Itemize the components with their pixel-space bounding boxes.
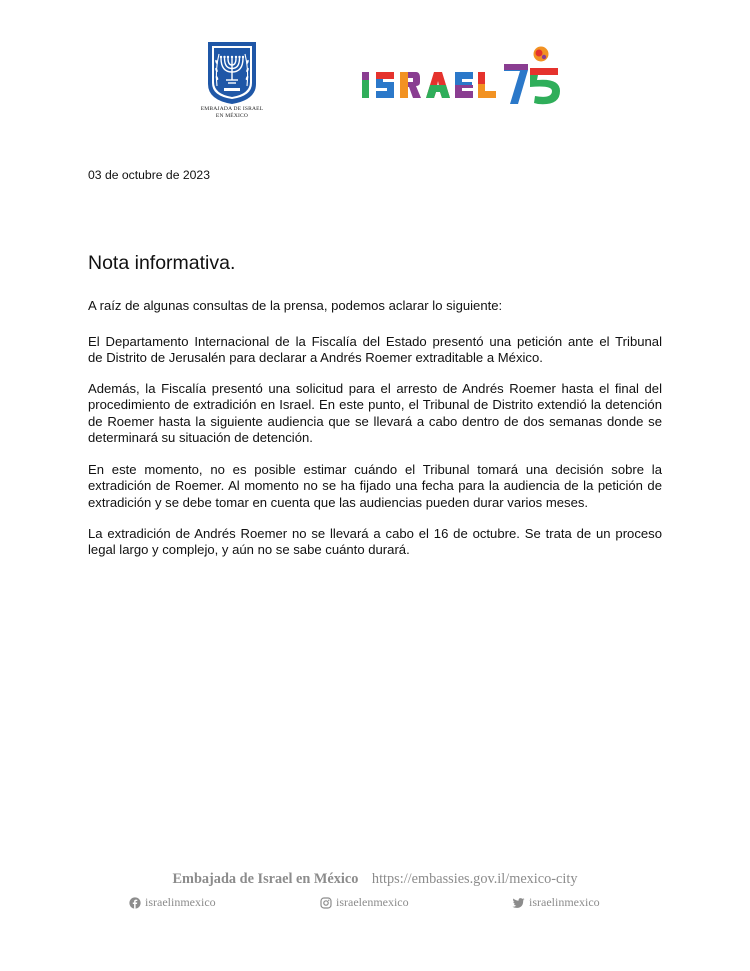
emblem-caption bbox=[193, 106, 271, 120]
footer-twitter[interactable] bbox=[512, 895, 600, 910]
paragraph-3-line-2: procedimiento de extradición en Israel. En este punto, el Tribunal de Distrito extendió la detención bbox=[88, 397, 662, 413]
footer-website-link[interactable]: https://embassies.gov.il/mexico-city bbox=[371, 871, 578, 887]
paragraph-2-line-1: El Departamento Internacional de la Fiscalía del Estado presentó una petición ante el Tribunal bbox=[88, 334, 662, 349]
paragraph-5 bbox=[88, 526, 662, 559]
paragraph-5-line-2: legal largo y complejo, y aún no se sabe cuánto durará. bbox=[88, 542, 410, 558]
paragraph-3-line-1: Además, la Fiscalía presentó una solicitud para el arresto de Andrés Roemer hasta el final del bbox=[88, 381, 662, 396]
paragraph-3-line-4: determinará su situación de detención. bbox=[88, 430, 313, 446]
paragraph-5-line-1: La extradición de Andrés Roemer no se llevará a cabo el 16 de octubre. Se trata de un proceso bbox=[88, 526, 662, 541]
israel-emblem-logo bbox=[204, 40, 260, 106]
instagram-handle: israelenmexico bbox=[336, 895, 409, 909]
israel-75-logo bbox=[358, 44, 573, 114]
paragraph-3 bbox=[88, 381, 662, 447]
paragraph-2-line-2: de Distrito de Jerusalén para declarar a Andrés Roemer extraditable a México. bbox=[88, 350, 543, 366]
paragraph-1-line-1: A raíz de algunas consultas de la prensa, podemos aclarar lo siguiente: bbox=[88, 298, 503, 313]
twitter-icon bbox=[512, 897, 525, 909]
twitter-handle: israelinmexico bbox=[529, 895, 600, 909]
facebook-icon bbox=[129, 897, 141, 909]
paragraph-1 bbox=[88, 298, 662, 314]
paragraph-3-line-3: de Roemer hasta la siguiente audiencia que se llevará a cabo dentro de dos semanas donde se bbox=[88, 413, 662, 429]
facebook-handle: israelinmexico bbox=[145, 895, 216, 909]
footer-facebook[interactable] bbox=[129, 895, 216, 910]
footer-instagram[interactable] bbox=[320, 895, 409, 910]
document-date: 03 de octubre de 2023 bbox=[88, 168, 210, 182]
paragraph-4-line-3: extradición y se debe tomar en cuenta que las audiencias pueden durar varios meses. bbox=[88, 494, 589, 510]
footer-org-name: Embajada de Israel en México bbox=[172, 871, 359, 887]
paragraph-4-line-2: extradición de Roemer. Al momento no se ha fijado una fecha para la audiencia de la petición de bbox=[88, 478, 662, 494]
footer-contact bbox=[0, 871, 750, 888]
paragraph-4 bbox=[88, 462, 662, 511]
instagram-icon bbox=[320, 897, 332, 909]
emblem-caption-line-2: EN MÉXICO bbox=[215, 113, 249, 119]
paragraph-2 bbox=[88, 334, 662, 367]
document-title: Nota informativa. bbox=[88, 252, 236, 274]
paragraph-4-line-1: En este momento, no es posible estimar cuándo el Tribunal tomará una decisión sobre la bbox=[88, 462, 662, 477]
emblem-caption-line-1: EMBAJADA DE ISRAEL bbox=[200, 106, 264, 112]
